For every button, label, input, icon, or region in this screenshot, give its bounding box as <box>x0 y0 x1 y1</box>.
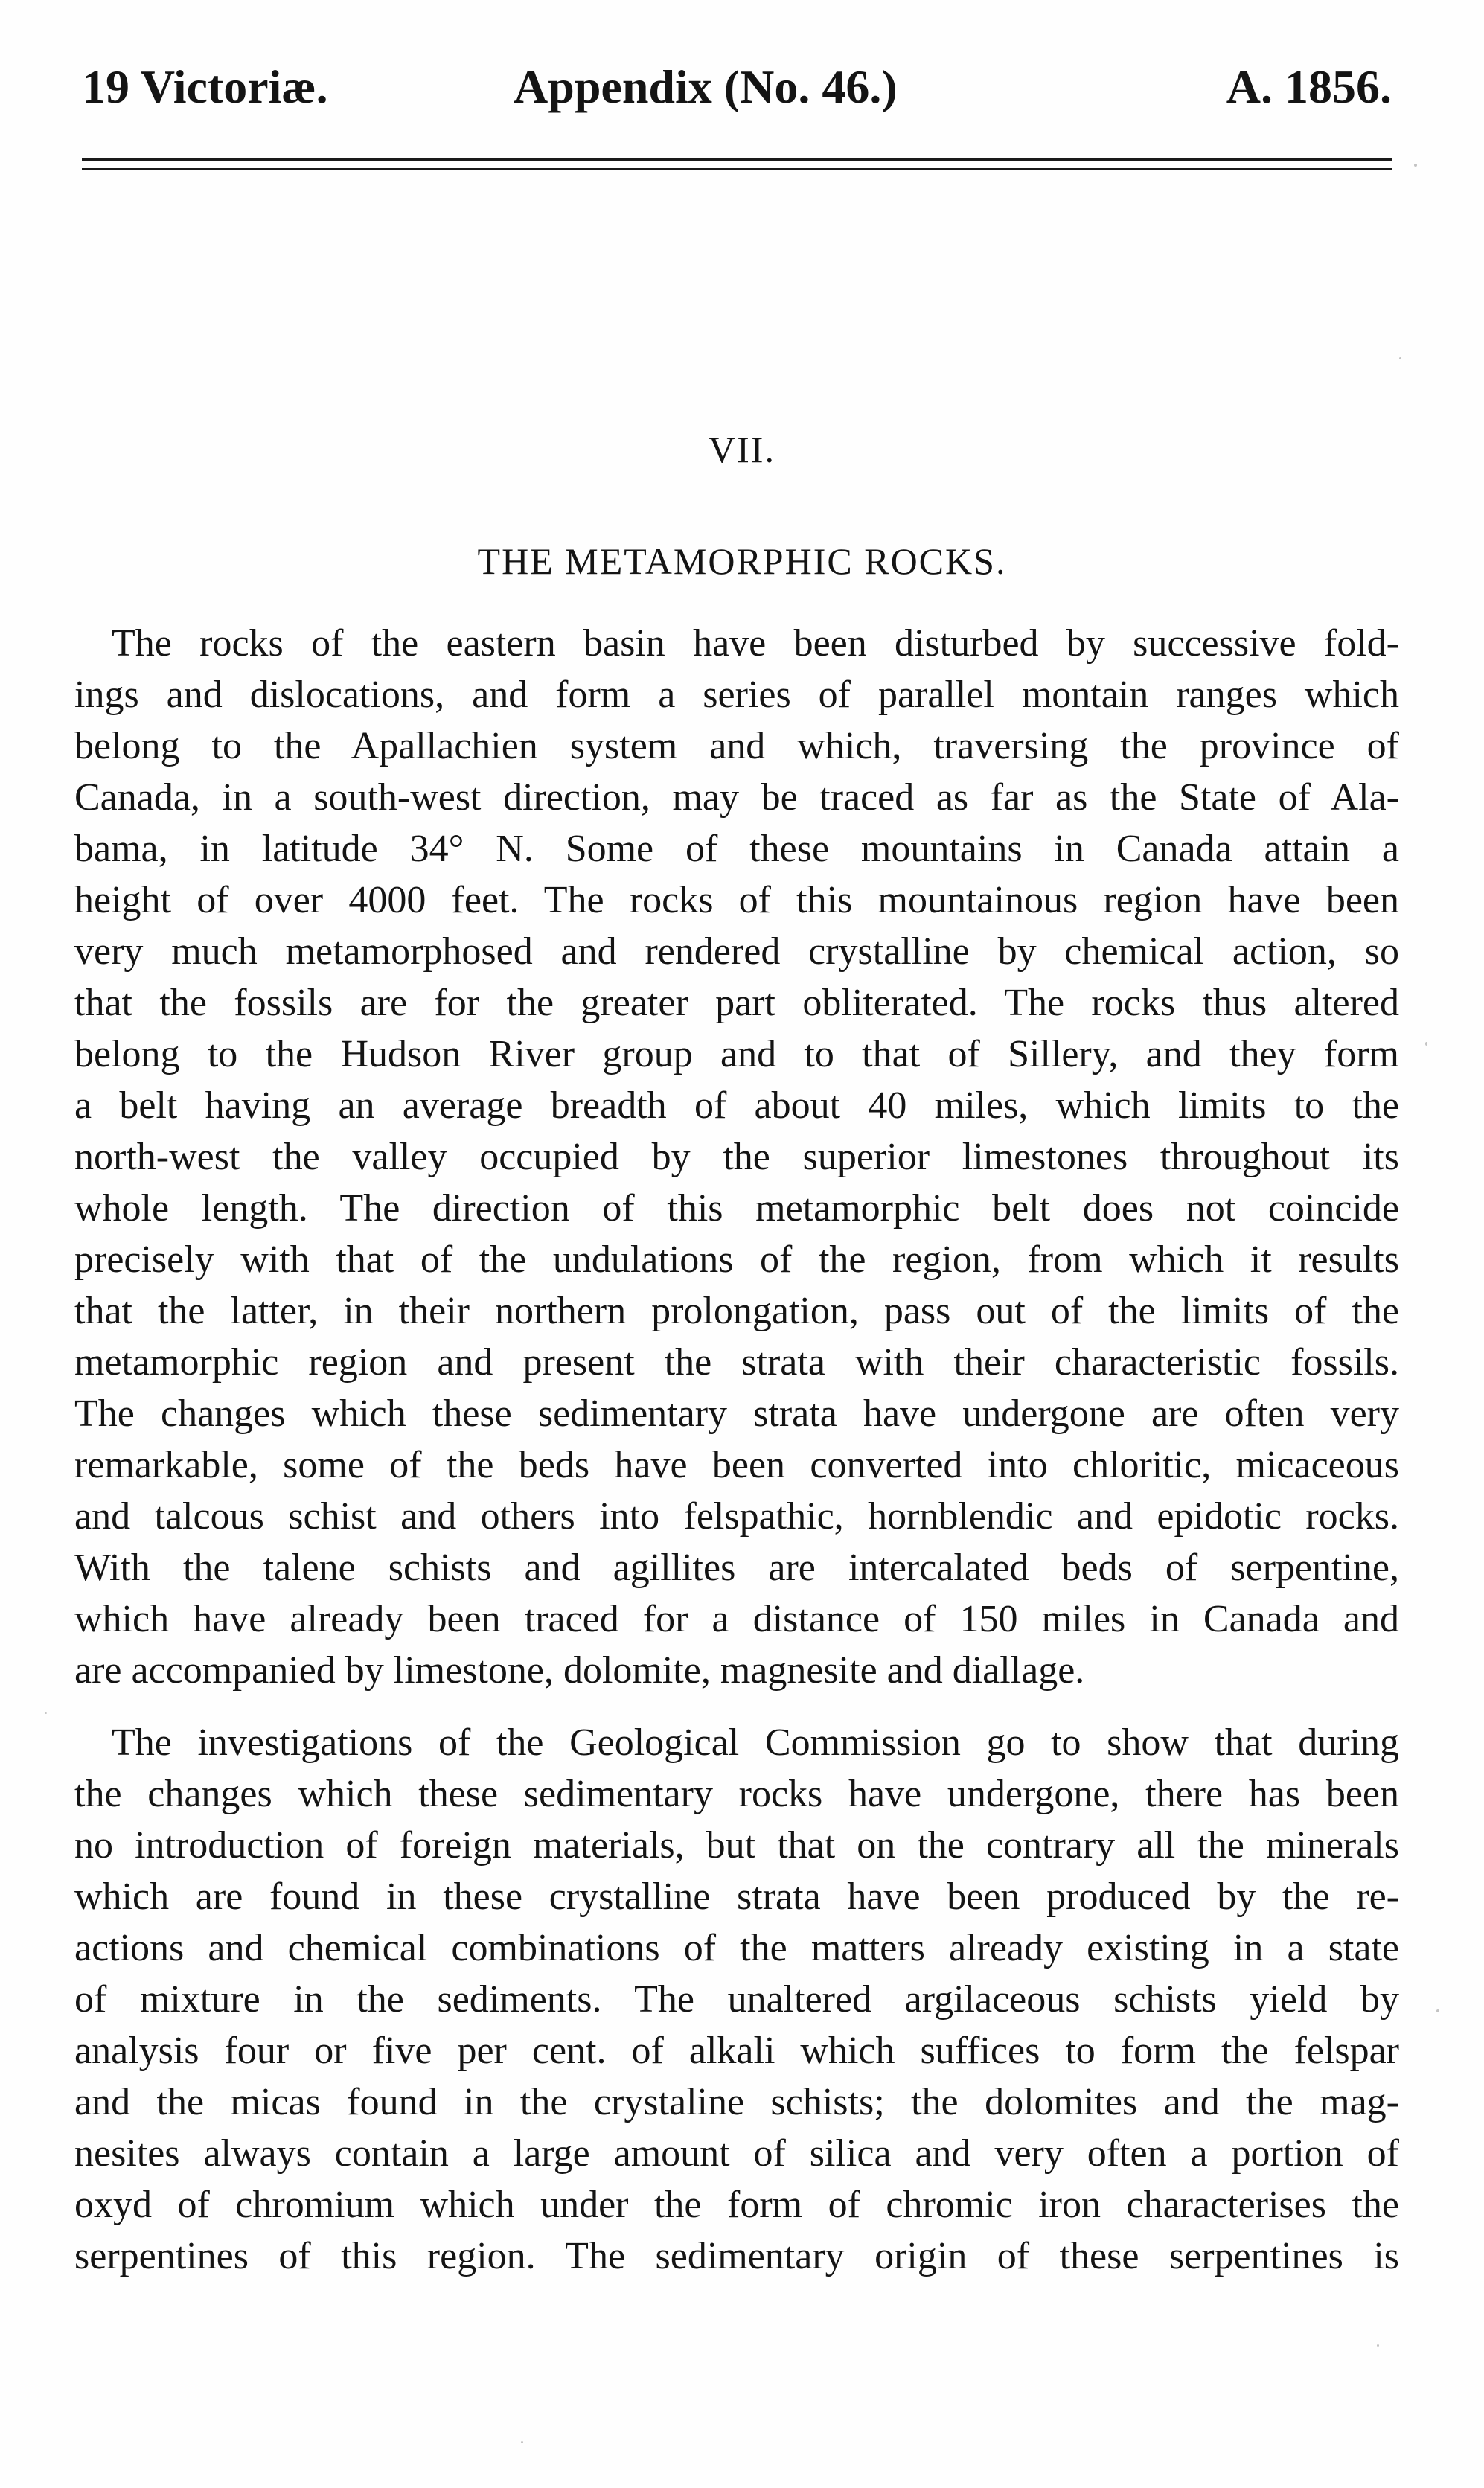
text-line: nesites always contain a large amount of silica and very often a portion of <box>74 2132 1399 2175</box>
text-line: analysis four or five per cent. of alkali which suffices to form the felspar <box>74 2030 1399 2072</box>
running-head <box>82 37 1392 119</box>
section-number: VII. <box>709 429 775 470</box>
text-line: are accompanied by limestone, dolomite, magnesite and diallage. <box>74 1649 1085 1692</box>
text-line: belong to the Apallachien system and which, traversing the province of <box>74 725 1399 767</box>
scan-speck <box>521 2441 523 2443</box>
header-rule-top <box>82 158 1392 161</box>
scan-speck <box>1399 357 1401 359</box>
text-line: which have already been traced for a distance of 150 miles in Canada and <box>74 1598 1399 1640</box>
text-line: the changes which these sedimentary rocks have undergone, there has been <box>74 1773 1399 1815</box>
paragraph-2 <box>74 1717 1399 2282</box>
text-line: which are found in these crystalline strata have been produced by the re- <box>74 1875 1399 1918</box>
text-line: The investigations of the Geological Commission go to show that during <box>112 1721 1399 1764</box>
text-line: oxyd of chromium which under the form of chromic iron characterises the <box>74 2184 1399 2226</box>
text-line: ings and dislocations, and form a series of parallel montain ranges which <box>74 674 1399 716</box>
scan-speck <box>1414 164 1417 167</box>
text-line: height of over 4000 feet. The rocks of this mountainous region have been <box>74 879 1399 921</box>
body-text <box>74 618 1399 2282</box>
paragraph-1 <box>74 618 1399 1696</box>
text-line: With the talene schists and agillites are intercalated beds of serpentine, <box>74 1547 1399 1589</box>
scan-speck <box>1425 1042 1427 1046</box>
header-rule-bottom <box>82 168 1392 170</box>
header-appendix: Appendix (No. 46.) <box>514 60 898 113</box>
scan-speck <box>45 1712 47 1714</box>
text-line: precisely with that of the undulations of the region, from which it results <box>74 1238 1399 1281</box>
text-line: no introduction of foreign materials, but that on the contrary all the minerals <box>74 1824 1399 1867</box>
text-line: and talcous schist and others into felspathic, hornblendic and epidotic rocks. <box>74 1495 1399 1538</box>
text-line: very much metamorphosed and rendered crystalline by chemical action, so <box>74 930 1399 973</box>
text-line: that the latter, in their northern prolongation, pass out of the limits of the <box>74 1290 1399 1332</box>
scan-speck <box>1436 2009 1439 2012</box>
header-session: 19 Victoriæ. <box>82 60 328 113</box>
text-line: remarkable, some of the beds have been converted into chloritic, micaceous <box>74 1444 1399 1486</box>
text-line: bama, in latitude 34° N. Some of these mountains in Canada attain a <box>74 828 1399 870</box>
text-line: metamorphic region and present the strata with their characteristic fossils. <box>74 1341 1399 1384</box>
text-line: actions and chemical combinations of the matters already existing in a state <box>74 1927 1399 1969</box>
text-line: and the micas found in the crystaline schists; the dolomites and the mag- <box>74 2081 1399 2123</box>
section-title: THE METAMORPHIC ROCKS. <box>477 540 1007 582</box>
text-line: of mixture in the sediments. The unaltered argilaceous schists yield by <box>74 1978 1399 2021</box>
text-line: belong to the Hudson River group and to that of Sillery, and they form <box>74 1033 1399 1075</box>
scan-speck <box>1377 2344 1379 2347</box>
text-line: serpentines of this region. The sedimentary origin of these serpentines is <box>74 2235 1399 2277</box>
text-line: The changes which these sedimentary strata have undergone are often very <box>74 1392 1399 1435</box>
text-line: north-west the valley occupied by the superior limestones throughout its <box>74 1136 1399 1178</box>
paragraph-gap <box>74 1696 1399 1717</box>
text-line: The rocks of the eastern basin have been disturbed by successive fold- <box>112 622 1399 665</box>
text-line: whole length. The direction of this metamorphic belt does not coincide <box>74 1187 1399 1229</box>
text-line: that the fossils are for the greater part obliterated. The rocks thus altered <box>74 982 1399 1024</box>
text-line: a belt having an average breadth of about 40 miles, which limits to the <box>74 1084 1399 1127</box>
text-line: Canada, in a south-west direction, may be traced as far as the State of Ala- <box>74 776 1399 819</box>
header-year: A. 1856. <box>1226 60 1392 113</box>
